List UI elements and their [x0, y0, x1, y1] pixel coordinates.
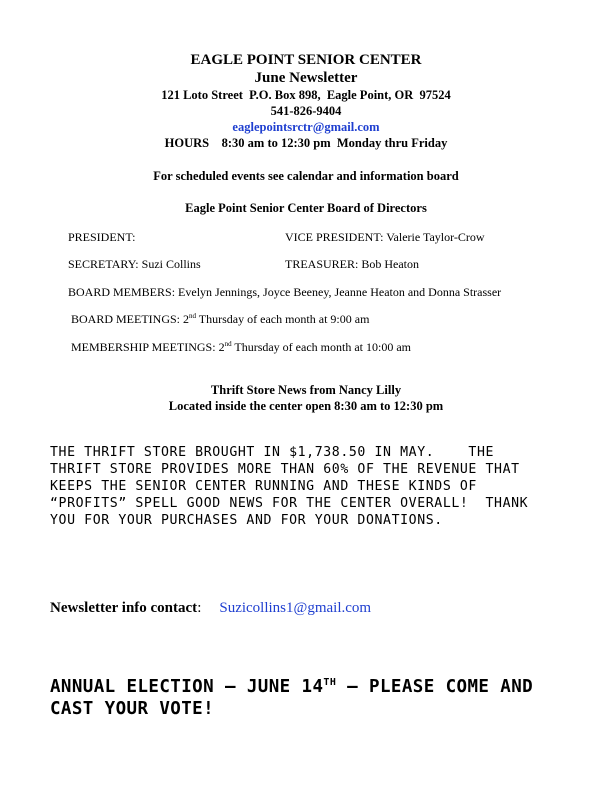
- thrift-title: Thrift Store News from Nancy Lilly: [210, 383, 402, 397]
- secretary-row: SECRETARY: Suzi Collins: [68, 257, 201, 271]
- secretary-value: Suzi Collins: [141, 257, 201, 271]
- president-row: PRESIDENT:: [68, 230, 136, 244]
- secretary-label: SECRETARY: [68, 257, 136, 271]
- contact-label: Newsletter info contact: [50, 600, 198, 616]
- board-members-value: Evelyn Jennings, Joyce Beeney, Jeanne Heaton and Donna Strasser: [178, 285, 502, 299]
- membership-meetings-num: 2: [218, 340, 225, 354]
- treasurer-label: TREASURER: [285, 257, 356, 271]
- membership-meetings-sup: nd: [224, 340, 232, 348]
- board-members-label: BOARD MEMBERS: [68, 285, 172, 299]
- vice-president-row: VICE PRESIDENT: Valerie Taylor-Crow: [285, 230, 485, 244]
- org-name: EAGLE POINT SENIOR CENTER: [190, 52, 422, 68]
- email-link[interactable]: eaglepointsrctr@gmail.com: [232, 120, 380, 134]
- contact-line: Newsletter info contact: Suzicollins1@gmail.com: [50, 600, 372, 616]
- election-line1-pre: ANNUAL ELECTION – JUNE 14: [50, 677, 324, 697]
- election-line1-post: – PLEASE COME AND: [336, 677, 534, 697]
- contact-email-link[interactable]: Suzicollins1@gmail.com: [219, 600, 372, 616]
- vice-president-value: Valerie Taylor-Crow: [386, 230, 485, 244]
- events-note: For scheduled events see calendar and information board: [153, 169, 459, 183]
- board-meetings-rest: Thursday of each month at 9:00 am: [196, 312, 370, 326]
- address: 121 Loto Street P.O. Box 898, Eagle Point, OR 97524: [161, 88, 451, 102]
- membership-meetings-rest: Thursday of each month at 10:00 am: [231, 340, 411, 354]
- election-line2: CAST YOUR VOTE!: [50, 699, 215, 719]
- board-members-row: BOARD MEMBERS: Evelyn Jennings, Joyce Beeney, Jeanne Heaton and Donna Strasser: [68, 285, 502, 299]
- board-meetings-num: 2: [183, 312, 190, 326]
- newsletter-issue: June Newsletter: [254, 70, 358, 86]
- board-meetings-label: BOARD MEETINGS: [71, 312, 177, 326]
- president-label: PRESIDENT: [68, 230, 133, 244]
- membership-meetings-label: MEMBERSHIP MEETINGS: [71, 340, 213, 354]
- thrift-body: THE THRIFT STORE BROUGHT IN $1,738.50 IN MAY. THE THRIFT STORE PROVIDES MORE THAN 60% OF THE REVENUE THAT KEEPS THE SENIOR CENTER RUNNING AND THESE KINDS OF “PROFITS” SPELL GOOD NEWS FOR THE CENTER OVERALL! THANK YOU FOR YOUR PURCHASES AND FOR YOUR DONATIONS.: [50, 445, 529, 528]
- board-meetings-sup: nd: [189, 312, 197, 320]
- election-line1-sup: TH: [323, 677, 337, 689]
- hours: HOURS 8:30 am to 12:30 pm Monday thru Friday: [164, 136, 448, 150]
- election-notice: [50, 676, 570, 720]
- vice-president-label: VICE PRESIDENT: [285, 230, 381, 244]
- board-title: Eagle Point Senior Center Board of Directors: [185, 201, 427, 215]
- treasurer-value: Bob Heaton: [361, 257, 420, 271]
- treasurer-row: TREASURER: Bob Heaton: [285, 257, 420, 271]
- board-meetings-row: BOARD MEETINGS: 2nd Thursday of each month at 9:00 am: [71, 312, 370, 326]
- thrift-subtitle: Located inside the center open 8:30 am to 12:30 pm: [168, 399, 444, 413]
- phone: 541-826-9404: [270, 104, 342, 118]
- membership-meetings-row: MEMBERSHIP MEETINGS: 2nd Thursday of each month at 10:00 am: [71, 340, 411, 354]
